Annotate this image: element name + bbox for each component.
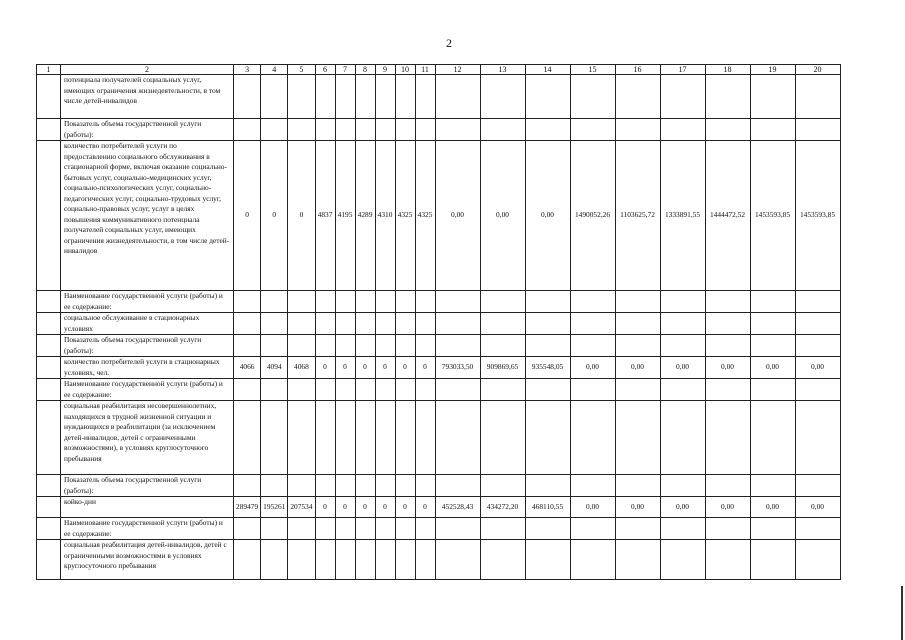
value-cell: [705, 540, 750, 580]
value-cell: [480, 518, 525, 540]
row-description: количество потребителей услуги в стационарных условиях, чел.: [61, 357, 234, 379]
value-cell: [570, 475, 615, 497]
row-description: потенциала получателей социальных услуг, имеющих ограничения жизнедеятельности, в том числе детей-инвалидов: [61, 75, 234, 119]
value-cell: [795, 291, 840, 313]
value-cell: 0: [375, 357, 395, 379]
value-cell: [415, 75, 435, 119]
row-index-cell: [37, 475, 61, 497]
value-cell: [355, 335, 375, 357]
value-cell: [375, 401, 395, 475]
value-cell: [415, 540, 435, 580]
value-cell: [615, 518, 660, 540]
value-cell: [335, 540, 355, 580]
value-cell: [795, 475, 840, 497]
value-cell: [355, 518, 375, 540]
scan-edge-mark: [901, 586, 903, 640]
value-cell: [750, 119, 795, 141]
value-cell: 0,00: [435, 141, 480, 291]
value-cell: [234, 475, 261, 497]
value-cell: [288, 379, 315, 401]
value-cell: [435, 379, 480, 401]
value-cell: [480, 335, 525, 357]
value-cell: [355, 313, 375, 335]
value-cell: [415, 291, 435, 313]
value-cell: 4094: [261, 357, 288, 379]
value-cell: [335, 75, 355, 119]
row-index-cell: [37, 75, 61, 119]
value-cell: [261, 335, 288, 357]
row-index-cell: [37, 540, 61, 580]
value-cell: [261, 75, 288, 119]
value-cell: [705, 313, 750, 335]
table-row: [37, 141, 841, 291]
column-number-row: [37, 65, 841, 75]
value-cell: [435, 291, 480, 313]
value-cell: [234, 291, 261, 313]
column-number-cell: 10: [395, 65, 415, 75]
value-cell: [261, 540, 288, 580]
value-cell: 4310: [375, 141, 395, 291]
row-description: Наименование государственной услуги (работы) и ее содержание:: [61, 379, 234, 401]
table-row: [37, 291, 841, 313]
value-cell: [615, 401, 660, 475]
column-number-cell: 12: [435, 65, 480, 75]
value-cell: [750, 401, 795, 475]
value-cell: 0,00: [705, 497, 750, 518]
value-cell: [705, 335, 750, 357]
value-cell: 0: [335, 357, 355, 379]
value-cell: [480, 379, 525, 401]
value-cell: 935548,05: [525, 357, 570, 379]
value-cell: [415, 335, 435, 357]
value-cell: 0: [375, 497, 395, 518]
value-cell: [375, 335, 395, 357]
value-cell: [375, 291, 395, 313]
value-cell: [375, 75, 395, 119]
value-cell: [355, 119, 375, 141]
value-cell: [435, 540, 480, 580]
value-cell: [795, 313, 840, 335]
value-cell: [435, 401, 480, 475]
value-cell: [234, 313, 261, 335]
row-description: социальное обслуживание в стационарных условиях: [61, 313, 234, 335]
value-cell: [570, 379, 615, 401]
value-cell: 0,00: [795, 497, 840, 518]
value-cell: [375, 540, 395, 580]
value-cell: [795, 75, 840, 119]
value-cell: [615, 119, 660, 141]
value-cell: [705, 119, 750, 141]
value-cell: [705, 75, 750, 119]
value-cell: 0,00: [750, 497, 795, 518]
value-cell: 0,00: [705, 357, 750, 379]
value-cell: [315, 518, 335, 540]
table-row: [37, 357, 841, 379]
row-description: Наименование государственной услуги (работы) и ее содержание:: [61, 291, 234, 313]
table-row: [37, 401, 841, 475]
value-cell: [261, 401, 288, 475]
value-cell: 0: [261, 141, 288, 291]
table-row: [37, 119, 841, 141]
value-cell: [660, 475, 705, 497]
value-cell: [335, 401, 355, 475]
value-cell: [750, 291, 795, 313]
value-cell: 909869,65: [480, 357, 525, 379]
value-cell: [375, 518, 395, 540]
value-cell: [660, 540, 705, 580]
value-cell: 0: [415, 357, 435, 379]
value-cell: [615, 335, 660, 357]
value-cell: 0: [288, 141, 315, 291]
page-number: 2: [446, 36, 452, 50]
value-cell: [750, 518, 795, 540]
row-description: социальная реабилитация несовершеннолетних, находящихся в трудной жизненной ситуации и нуждающихся в реабилитации (за исключением детей-инвалидов, детей с ограниченными возможностями), в условиях круглосуточного пребывания: [61, 401, 234, 475]
value-cell: [795, 540, 840, 580]
value-cell: [480, 291, 525, 313]
value-cell: 0,00: [660, 497, 705, 518]
value-cell: [415, 313, 435, 335]
value-cell: [415, 379, 435, 401]
value-cell: 0,00: [660, 357, 705, 379]
table-row: [37, 75, 841, 119]
value-cell: [660, 401, 705, 475]
value-cell: [435, 313, 480, 335]
value-cell: [288, 540, 315, 580]
value-cell: [261, 291, 288, 313]
value-cell: [288, 75, 315, 119]
value-cell: [705, 379, 750, 401]
value-cell: [395, 379, 415, 401]
value-cell: [660, 379, 705, 401]
value-cell: [415, 518, 435, 540]
value-cell: [375, 119, 395, 141]
value-cell: [480, 313, 525, 335]
value-cell: [660, 335, 705, 357]
value-cell: [615, 291, 660, 313]
value-cell: [234, 540, 261, 580]
value-cell: [615, 540, 660, 580]
value-cell: [261, 518, 288, 540]
value-cell: 0,00: [570, 357, 615, 379]
value-cell: [795, 379, 840, 401]
value-cell: 1333891,55: [660, 141, 705, 291]
value-cell: [288, 335, 315, 357]
value-cell: [335, 518, 355, 540]
value-cell: [415, 475, 435, 497]
row-index-cell: [37, 497, 61, 518]
value-cell: [525, 401, 570, 475]
value-cell: 0,00: [525, 141, 570, 291]
value-cell: [395, 313, 415, 335]
value-cell: 434272,20: [480, 497, 525, 518]
value-cell: [261, 379, 288, 401]
value-cell: [660, 291, 705, 313]
value-cell: [335, 119, 355, 141]
value-cell: [525, 335, 570, 357]
row-description: Наименование государственной услуги (работы) и ее содержание:: [61, 518, 234, 540]
value-cell: [525, 518, 570, 540]
value-cell: [660, 75, 705, 119]
value-cell: 4068: [288, 357, 315, 379]
value-cell: [315, 335, 335, 357]
value-cell: [480, 475, 525, 497]
value-cell: 0,00: [615, 497, 660, 518]
value-cell: [335, 291, 355, 313]
value-cell: 468110,55: [525, 497, 570, 518]
value-cell: [435, 518, 480, 540]
value-cell: [570, 291, 615, 313]
value-cell: [315, 291, 335, 313]
value-cell: 4289: [355, 141, 375, 291]
value-cell: [570, 518, 615, 540]
value-cell: 0: [315, 357, 335, 379]
row-description: койко-дни: [61, 497, 234, 518]
value-cell: [335, 335, 355, 357]
value-cell: [315, 475, 335, 497]
value-cell: [480, 75, 525, 119]
value-cell: 0: [395, 497, 415, 518]
value-cell: 0: [335, 497, 355, 518]
row-index-cell: [37, 291, 61, 313]
table-row: [37, 313, 841, 335]
value-cell: 4195: [335, 141, 355, 291]
value-cell: [750, 335, 795, 357]
value-cell: [395, 518, 415, 540]
row-index-cell: [37, 335, 61, 357]
value-cell: [335, 313, 355, 335]
value-cell: [480, 540, 525, 580]
value-cell: [315, 75, 335, 119]
value-cell: [525, 119, 570, 141]
value-cell: [660, 119, 705, 141]
value-cell: [395, 291, 415, 313]
budget-table: [36, 64, 841, 580]
row-index-cell: [37, 357, 61, 379]
value-cell: [234, 379, 261, 401]
value-cell: 0,00: [795, 357, 840, 379]
value-cell: [570, 401, 615, 475]
value-cell: [395, 401, 415, 475]
column-number-cell: 7: [335, 65, 355, 75]
column-number-cell: 20: [795, 65, 840, 75]
column-number-cell: 4: [261, 65, 288, 75]
column-number-cell: 16: [615, 65, 660, 75]
value-cell: [615, 313, 660, 335]
value-cell: [288, 401, 315, 475]
value-cell: 4325: [395, 141, 415, 291]
value-cell: [570, 313, 615, 335]
row-index-cell: [37, 401, 61, 475]
value-cell: [395, 540, 415, 580]
value-cell: [234, 335, 261, 357]
value-cell: [288, 291, 315, 313]
value-cell: [480, 401, 525, 475]
value-cell: [415, 119, 435, 141]
value-cell: [750, 75, 795, 119]
value-cell: 1103625,72: [615, 141, 660, 291]
value-cell: [355, 291, 375, 313]
column-number-cell: 6: [315, 65, 335, 75]
value-cell: [261, 119, 288, 141]
value-cell: 4325: [415, 141, 435, 291]
value-cell: [525, 475, 570, 497]
value-cell: 1453593,85: [795, 141, 840, 291]
value-cell: [435, 75, 480, 119]
column-number-cell: 8: [355, 65, 375, 75]
value-cell: [234, 401, 261, 475]
value-cell: [525, 540, 570, 580]
value-cell: [395, 119, 415, 141]
table-row: [37, 518, 841, 540]
row-index-cell: [37, 141, 61, 291]
table-row: [37, 335, 841, 357]
row-description: социальная реабилитация детей-инвалидов, детей с ограниченными возможностями в условиях круглосуточного пребывания: [61, 540, 234, 580]
value-cell: [615, 379, 660, 401]
value-cell: 207534: [288, 497, 315, 518]
value-cell: [261, 475, 288, 497]
value-cell: [750, 313, 795, 335]
value-cell: [435, 475, 480, 497]
value-cell: 4837: [315, 141, 335, 291]
value-cell: [375, 379, 395, 401]
value-cell: [750, 540, 795, 580]
value-cell: [660, 518, 705, 540]
value-cell: 0: [355, 357, 375, 379]
value-cell: [375, 475, 395, 497]
row-index-cell: [37, 379, 61, 401]
value-cell: [705, 518, 750, 540]
value-cell: [570, 119, 615, 141]
value-cell: [615, 475, 660, 497]
value-cell: [335, 475, 355, 497]
column-number-cell: 15: [570, 65, 615, 75]
value-cell: [234, 518, 261, 540]
value-cell: [705, 401, 750, 475]
column-number-cell: 11: [415, 65, 435, 75]
value-cell: [315, 119, 335, 141]
value-cell: [395, 75, 415, 119]
table-row: [37, 379, 841, 401]
value-cell: [288, 518, 315, 540]
value-cell: [795, 518, 840, 540]
row-description: Показатель объема государственной услуги (работы):: [61, 475, 234, 497]
value-cell: [315, 379, 335, 401]
value-cell: 0: [315, 497, 335, 518]
value-cell: 1453593,85: [750, 141, 795, 291]
value-cell: 0,00: [480, 141, 525, 291]
value-cell: 0,00: [615, 357, 660, 379]
value-cell: [288, 119, 315, 141]
value-cell: [525, 313, 570, 335]
value-cell: 0: [415, 497, 435, 518]
column-number-cell: 2: [61, 65, 234, 75]
column-number-cell: 18: [705, 65, 750, 75]
value-cell: [355, 540, 375, 580]
row-description: Показатель объема государственной услуги (работы):: [61, 119, 234, 141]
table-row: [37, 540, 841, 580]
value-cell: [375, 313, 395, 335]
value-cell: [355, 401, 375, 475]
value-cell: [288, 475, 315, 497]
row-index-cell: [37, 119, 61, 141]
value-cell: 452528,43: [435, 497, 480, 518]
value-cell: [435, 119, 480, 141]
value-cell: [261, 313, 288, 335]
value-cell: [795, 335, 840, 357]
value-cell: [480, 119, 525, 141]
value-cell: [615, 75, 660, 119]
value-cell: [315, 401, 335, 475]
row-index-cell: [37, 313, 61, 335]
value-cell: [315, 313, 335, 335]
value-cell: [355, 475, 375, 497]
value-cell: [795, 119, 840, 141]
value-cell: [525, 291, 570, 313]
value-cell: [395, 335, 415, 357]
column-number-cell: 3: [234, 65, 261, 75]
value-cell: [355, 75, 375, 119]
column-number-cell: 1: [37, 65, 61, 75]
value-cell: [288, 313, 315, 335]
value-cell: [795, 401, 840, 475]
value-cell: 1444472,52: [705, 141, 750, 291]
column-number-cell: 9: [375, 65, 395, 75]
column-number-cell: 17: [660, 65, 705, 75]
value-cell: [335, 379, 355, 401]
value-cell: [234, 119, 261, 141]
value-cell: 0: [355, 497, 375, 518]
row-description: Показатель объема государственной услуги (работы):: [61, 335, 234, 357]
value-cell: 0,00: [570, 497, 615, 518]
value-cell: [750, 475, 795, 497]
value-cell: [234, 75, 261, 119]
value-cell: 4066: [234, 357, 261, 379]
value-cell: [705, 475, 750, 497]
table-row: [37, 497, 841, 518]
row-description: количество потребителей услуги по предоставлению социального обслуживания в стационарной форме, включая оказание социально-бытовых услуг, социально-медицинских услуг, социально-психологических услуг, социально-педагогических услуг, социально-трудовых услуг, социально-правовых услуг, услуг в целях повышения коммуникативного потенциала получателей социальных услуг, имеющих ограничения жизнедеятельности, в том числе детей-инвалидов: [61, 141, 234, 291]
row-index-cell: [37, 518, 61, 540]
value-cell: [660, 313, 705, 335]
value-cell: 289479: [234, 497, 261, 518]
value-cell: 0: [395, 357, 415, 379]
column-number-cell: 19: [750, 65, 795, 75]
value-cell: [315, 540, 335, 580]
value-cell: [750, 379, 795, 401]
value-cell: [570, 335, 615, 357]
column-number-cell: 5: [288, 65, 315, 75]
column-number-cell: 14: [525, 65, 570, 75]
value-cell: 793033,50: [435, 357, 480, 379]
value-cell: [355, 379, 375, 401]
value-cell: 0,00: [750, 357, 795, 379]
value-cell: [525, 75, 570, 119]
value-cell: [570, 540, 615, 580]
value-cell: [525, 379, 570, 401]
table-row: [37, 475, 841, 497]
value-cell: 195261: [261, 497, 288, 518]
value-cell: [415, 401, 435, 475]
value-cell: 0: [234, 141, 261, 291]
value-cell: [395, 475, 415, 497]
value-cell: [705, 291, 750, 313]
value-cell: [435, 335, 480, 357]
value-cell: 1490052,26: [570, 141, 615, 291]
value-cell: [570, 75, 615, 119]
column-number-cell: 13: [480, 65, 525, 75]
